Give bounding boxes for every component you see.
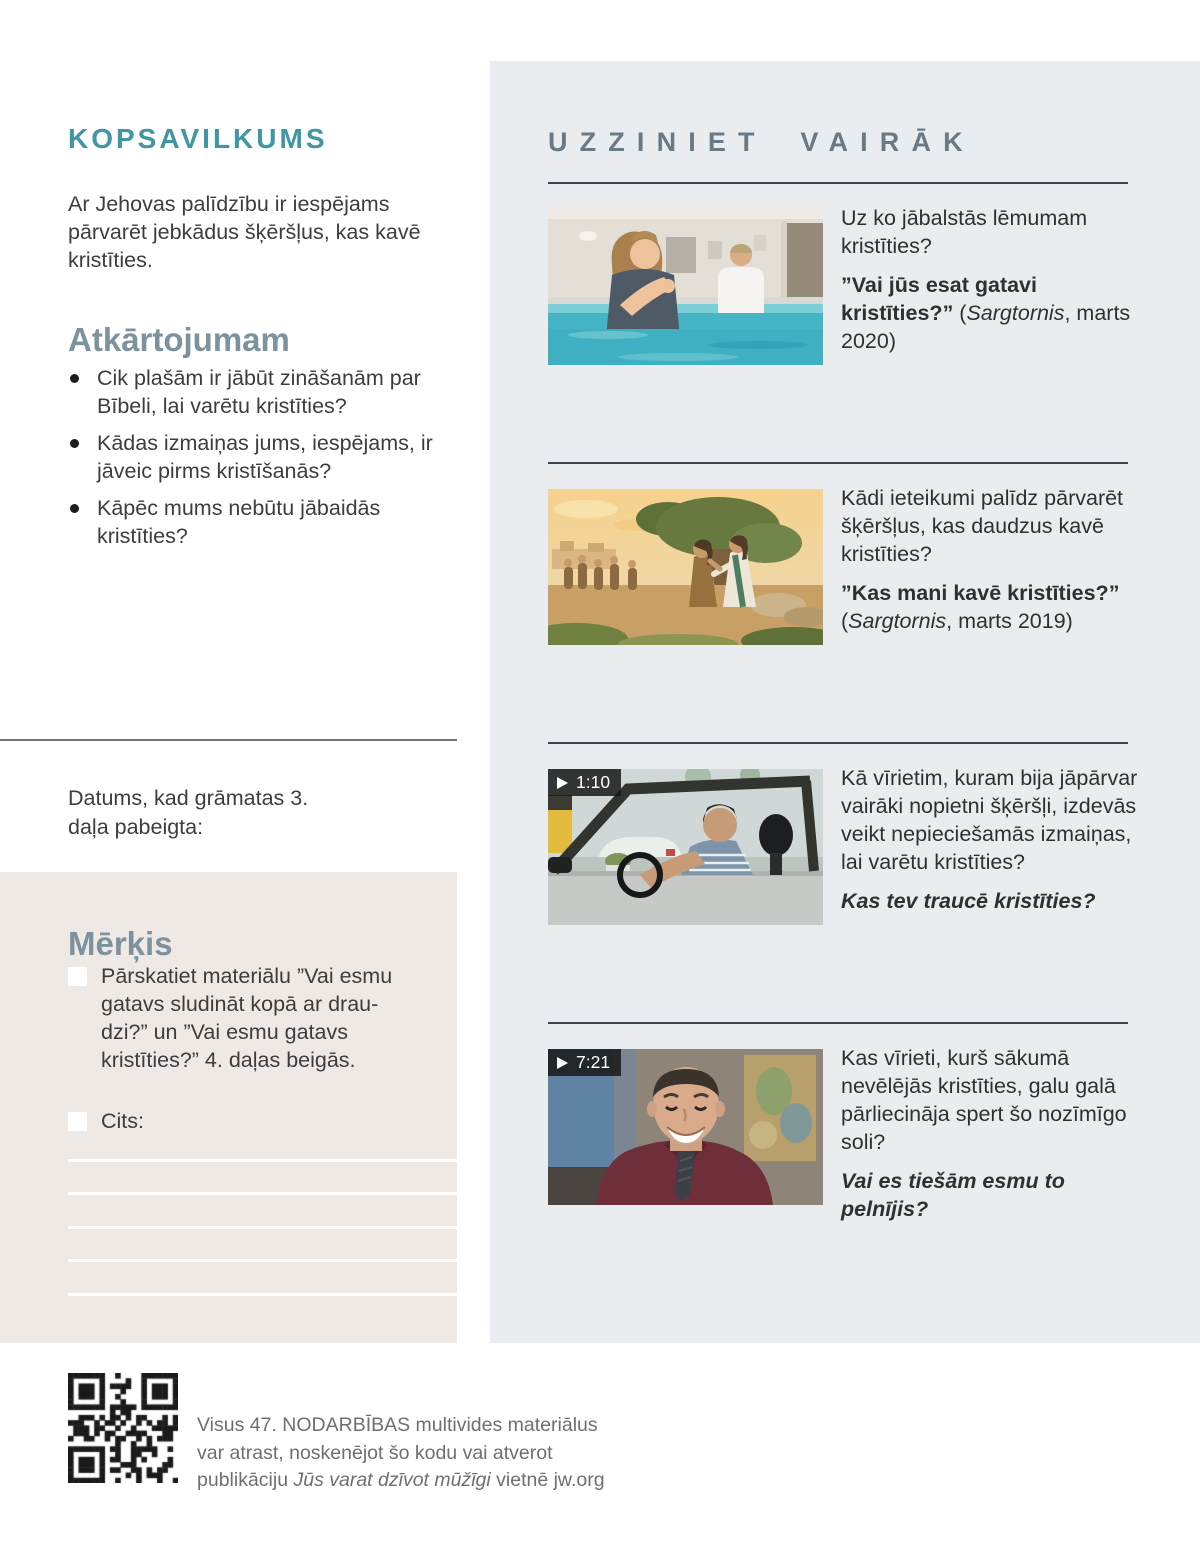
bullet-icon — [70, 439, 79, 448]
play-icon — [557, 1057, 568, 1069]
summary-text: Ar Jehovas palīdzību ir iespējams pārvarēt jebkādus šķēršļus, kas kavē kristīties. — [68, 191, 421, 272]
review-question-list — [68, 364, 436, 559]
section-divider — [0, 739, 457, 741]
write-line[interactable] — [68, 1259, 457, 1262]
learn-more-title: UZZINIET VAIRĀK — [548, 127, 975, 158]
review-question-text: Cik plašām ir jābūt zināšanām par Bībeli, lai varētu kristīties? — [97, 366, 421, 418]
jesus-and-john-painting — [548, 489, 823, 645]
item-divider — [548, 462, 1128, 464]
review-question-text: Kāpēc mums nebūtu jābaidās kristīties? — [97, 496, 381, 548]
goal-item-row — [68, 962, 411, 1074]
smiling-man-interview-video[interactable] — [548, 1049, 823, 1205]
baptism-pool-photo — [548, 209, 823, 365]
item-text — [841, 764, 1151, 915]
qr-code-icon — [68, 1373, 178, 1483]
learn-more-panel — [490, 61, 1200, 1343]
write-line[interactable] — [68, 1192, 457, 1195]
bullet-icon — [70, 504, 79, 513]
goal-item-label: Cits: — [101, 1109, 144, 1133]
man-driving-car-video[interactable] — [548, 769, 823, 925]
write-line[interactable] — [68, 1226, 457, 1229]
play-icon — [557, 777, 568, 789]
video-duration: 1:10 — [576, 772, 611, 792]
video-duration-badge — [548, 769, 621, 796]
item-reference: ”Vai jūs esat gatavi kristīties?” (Sargtornis, marts 2020) — [841, 273, 1131, 353]
review-title: Atkārtojumam — [68, 321, 290, 359]
item-question: Kā vīrietim, kuram bija jāpārvar vairāki nopietni šķēršļi, izdevās veikt nepieciešamās izmaiņas, lai varētu kristīties? — [841, 766, 1138, 874]
summary-title: KOPSAVILKUMS — [68, 122, 328, 154]
footer-line: var atrast, noskenējot šo kodu vai atverot — [197, 1441, 553, 1464]
item-text — [841, 1044, 1151, 1223]
video-duration: 7:21 — [576, 1052, 611, 1072]
goal-item-row — [68, 1107, 411, 1135]
item-question: Uz ko jābalstās lēmumam kristīties? — [841, 206, 1088, 258]
item-text — [841, 204, 1151, 355]
footer-note — [197, 1412, 605, 1495]
footer-line: Visus 47. NODARBĪBAS multivides materiālus — [197, 1414, 598, 1436]
write-line[interactable] — [68, 1159, 457, 1162]
item-reference: ”Kas mani kavē kristīties?” (Sargtornis, marts 2019) — [841, 581, 1120, 633]
review-question — [68, 429, 436, 485]
review-question — [68, 364, 436, 420]
video-duration-badge — [548, 1049, 621, 1076]
date-completed-note: Datums, kad grāmatas 3. daļa pabeigta: — [68, 785, 309, 839]
review-question-text: Kādas izmaiņas jums, iespējams, ir jāveic pirms kristīšanās? — [97, 431, 433, 483]
write-line[interactable] — [68, 1293, 457, 1296]
item-divider — [548, 1022, 1128, 1024]
item-text — [841, 484, 1151, 635]
item-divider — [548, 742, 1128, 744]
goal-box — [0, 872, 457, 1343]
bullet-icon — [70, 374, 79, 383]
goal-title: Mērķis — [68, 925, 173, 963]
item-question: Kādi ieteikumi palīdz pārvarēt šķēršļus, kas daudzus kavē kristīties? — [841, 486, 1124, 566]
item-divider — [548, 182, 1128, 184]
footer-line: publikāciju Jūs varat dzīvot mūžīgi vietnē jw.org — [197, 1469, 605, 1491]
qr-code — [68, 1373, 178, 1483]
item-question: Kas vīrieti, kurš sākumā nevēlējās kristīties, galu galā pārliecināja spert šo nozīmīgo soli? — [841, 1046, 1127, 1154]
goal-item-label: Pārskatiet materiālu ”Vai esmu gatavs sludināt kopā ar draudzi?” un ”Vai esmu gatavs kristīties?” 4. daļas beigās. — [101, 964, 393, 1072]
checkbox[interactable] — [68, 1112, 87, 1131]
item-reference: Vai es tiešām esmu to pelnījis? — [841, 1169, 1065, 1221]
review-question — [68, 494, 436, 550]
checkbox[interactable] — [68, 967, 87, 986]
item-reference: Kas tev traucē kristīties? — [841, 889, 1096, 913]
